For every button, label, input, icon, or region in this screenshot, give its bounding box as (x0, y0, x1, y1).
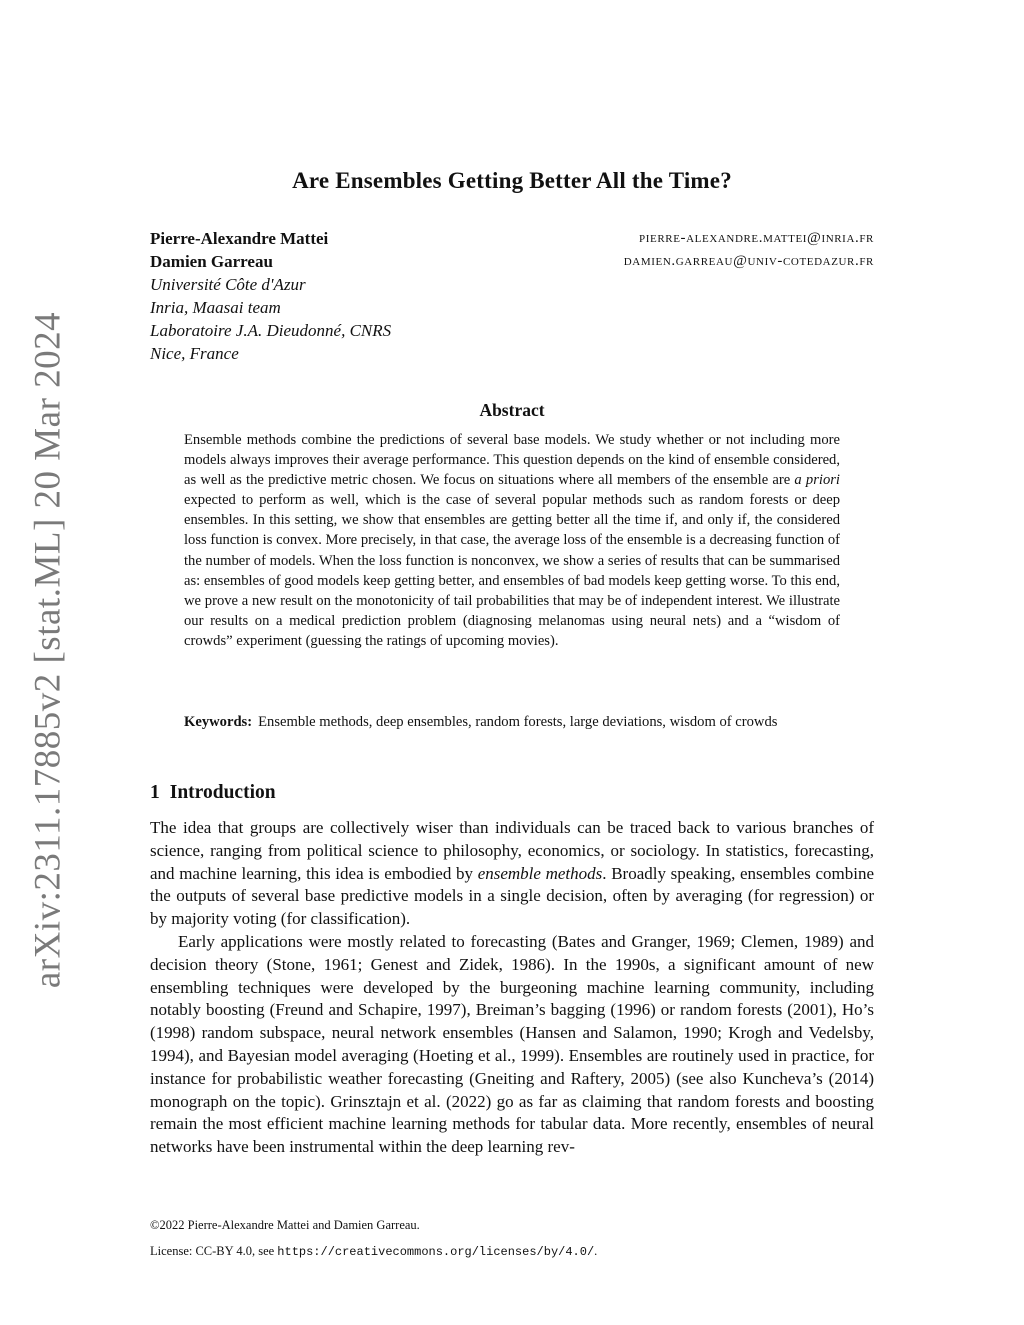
keywords (184, 712, 840, 732)
keywords-text: Ensemble methods, deep ensembles, random forests, large deviations, wisdom of crowds (258, 714, 778, 730)
license-link[interactable]: https://creativecommons.org/licenses/by/4.0/ (277, 1245, 595, 1259)
author-row (150, 227, 874, 250)
copyright-line: ©2022 Pierre-Alexandre Mattei and Damien Garreau. (150, 1218, 420, 1232)
author-email: damien.garreau@univ-cotedazur.fr (623, 253, 874, 269)
section-number: 1 (150, 782, 160, 803)
affiliation-line: Nice, France (150, 344, 239, 363)
paragraph-text: The idea that groups are collectively wiser than individuals can be traced back to various branches of science, ranging from political science to philosophy, economics, or sociology. In statistics, forecasting, and machine learning, this idea is embodied by (150, 818, 874, 883)
affiliation-line: Laboratoire J.A. Dieudonné, CNRS (150, 321, 392, 340)
abstract-emphasis: a priori (794, 472, 840, 489)
arxiv-identifier-stamp: arXiv:2311.17885v2 [stat.ML] 20 Mar 2024 (27, 311, 69, 989)
license-prefix: License: CC-BY 4.0, see (150, 1244, 278, 1258)
paper-title: Are Ensembles Getting Better All the Time? (292, 168, 732, 193)
paragraph-text: . Broadly speaking, ensembles combine the outputs of several base predictive models in a single decision, often by averaging (for regression) or by majority voting (for classification). (150, 863, 875, 929)
section-heading (150, 782, 276, 804)
abstract-heading: Abstract (479, 400, 545, 420)
introduction-body (150, 817, 874, 1159)
author-name: Damien Garreau (150, 252, 273, 271)
paragraph (150, 817, 874, 931)
abstract-text-part: expected to perform as well, which is the case of several popular methods such as random forests or deep ensembles. In this setting, we show that ensembles are getting better all the time if, and only if, the considered loss function is convex. More precisely, in that case, the average loss of the ensemble is a decreasing function of the number of models. When the loss function is nonconvex, we show a series of results that can be summarised as: ensembles of good models keep getting better, and ensembles of bad models keep getting worse. To this end, we prove a new result on the monotonicity of tail probabilities that may be of independent interest. We illustrate our results on a medical prediction problem (diagnosing melanomas using neural nets) and a “wisdom of crowds” experiment (guessing the ratings of upcoming movies). (184, 492, 840, 649)
abstract-text (184, 430, 840, 651)
affiliation-line: Université Côte d'Azur (150, 275, 306, 294)
section-title: Introduction (169, 782, 276, 803)
license-suffix: . (594, 1244, 598, 1258)
license-line (150, 1238, 597, 1265)
author-row (150, 250, 874, 273)
affiliation-line: Inria, Maasai team (150, 298, 281, 317)
abstract-text-part: Ensemble methods combine the predictions of several base models. We study whether or not including more models always improves their average performance. This question depends on the kind of ensemble considered, as well as the predictive metric chosen. We focus on situations where all members of the ensemble are (184, 432, 840, 489)
emphasis-text: ensemble methods (477, 863, 603, 883)
paragraph: Early applications were mostly related to forecasting (Bates and Granger, 1969; Clemen, 1989) and decision theory (Stone, 1961; Genest and Zidek, 1986). In the 1990s, a significant amount of new ensembling techniques were developed by the burgeoning machine learning community, including notably boosting (Freund and Schapire, 1997), Breiman’s bagging (1996) or random forests (2001), Ho’s (1998) random subspace, neural network ensembles (Hansen and Salamon, 1990; Krogh and Vedelsby, 1994), and Bayesian model averaging (Hoeting et al., 1999). Ensembles are routinely used in practice, for instance for probabilistic weather forecasting (Gneiting and Raftery, 2005) (see also Kuncheva’s (2014) monograph on the topic). Grinsztajn et al. (2022) go as far as claiming that random forests and boosting remain the most efficient machine learning methods for tabular data. More recently, ensembles of neural networks have been instrumental within the deep learning rev- (150, 931, 874, 1157)
keywords-label: Keywords: (184, 714, 253, 730)
footnote (150, 1212, 597, 1265)
author-block (150, 227, 874, 365)
author-email: pierre-alexandre.mattei@inria.fr (639, 230, 874, 246)
author-name: Pierre-Alexandre Mattei (150, 229, 329, 248)
